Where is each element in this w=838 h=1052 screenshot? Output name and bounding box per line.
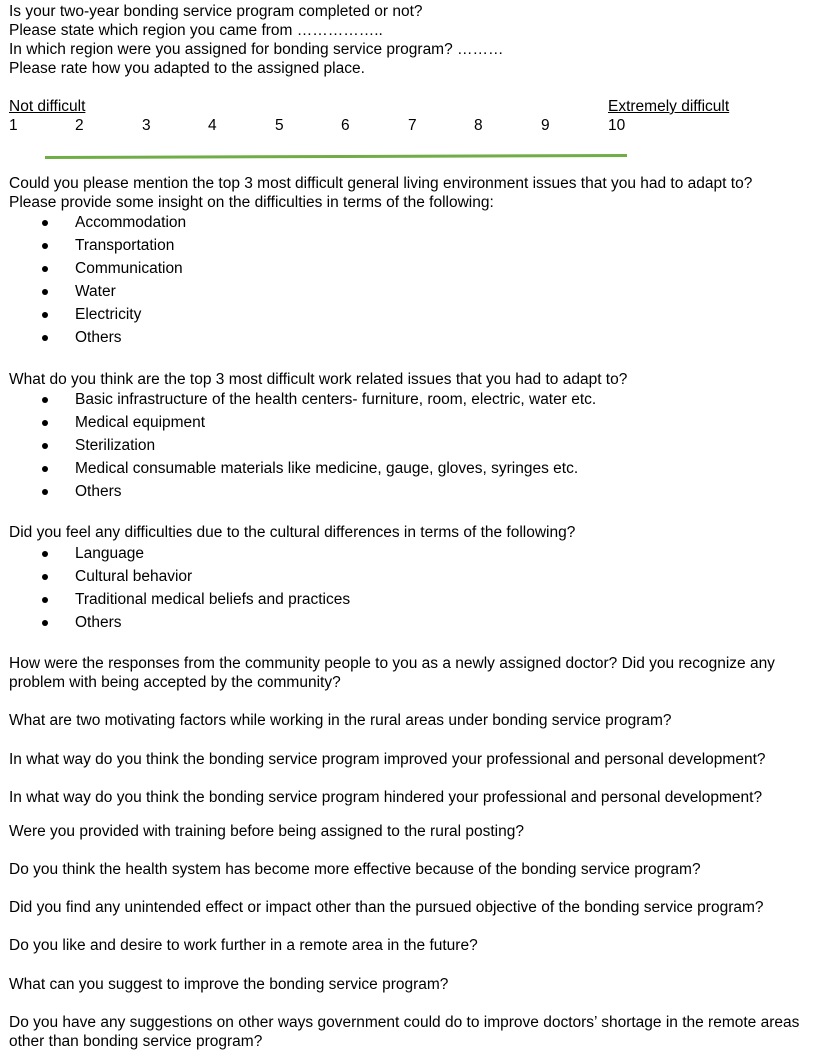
bullet-icon bbox=[42, 466, 48, 472]
bullet-icon bbox=[42, 243, 48, 249]
list-item-label: Language bbox=[75, 545, 144, 562]
list-item-label: Others bbox=[75, 329, 122, 346]
scale-number-8: 8 bbox=[474, 117, 483, 134]
list-item-label: Communication bbox=[75, 260, 183, 277]
scale-number-2: 2 bbox=[75, 117, 84, 134]
bullet-icon bbox=[42, 574, 48, 580]
question-program-completed: Is your two-year bonding service program completed or not? bbox=[9, 3, 423, 20]
list-item-label: Medical equipment bbox=[75, 414, 206, 431]
list-item-label: Water bbox=[75, 283, 116, 300]
list-item-label: Cultural behavior bbox=[75, 568, 193, 585]
bullet-icon bbox=[42, 620, 48, 626]
scale-number-10: 10 bbox=[608, 117, 626, 134]
scale-number-1: 1 bbox=[9, 117, 18, 134]
question-program-hindered: In what way do you think the bonding service program hindered your professional and personal development? bbox=[9, 789, 763, 806]
scale-number-4: 4 bbox=[208, 117, 217, 134]
list-item-label: Basic infrastructure of the health centers- furniture, room, electric, water etc. bbox=[75, 391, 597, 408]
question-unintended-effect: Did you find any unintended effect or impact other than the pursued objective of the bonding service program? bbox=[9, 899, 764, 916]
bullet-icon bbox=[42, 289, 48, 295]
question-cultural-differences: Did you feel any difficulties due to the cultural differences in terms of the following? bbox=[9, 524, 576, 541]
question-motivating-factors: What are two motivating factors while working in the rural areas under bonding service program? bbox=[9, 712, 672, 729]
scale-number-5: 5 bbox=[275, 117, 284, 134]
question-region-from: Please state which region you came from …………….. bbox=[9, 22, 383, 39]
question-improve-program: What can you suggest to improve the bonding service program? bbox=[9, 976, 449, 993]
bullet-icon bbox=[42, 551, 48, 557]
question-doctor-shortage: Do you have any suggestions on other ways government could do to improve doctors’ shortage in the remote areas other than bonding service program? bbox=[9, 1014, 800, 1050]
scale-number-9: 9 bbox=[541, 117, 550, 134]
list-item-label: Others bbox=[75, 483, 122, 500]
bullet-icon bbox=[42, 220, 48, 226]
question-remote-work-desire: Do you like and desire to work further in a remote area in the future? bbox=[9, 937, 478, 954]
scale-high-label: Extremely difficult bbox=[608, 98, 730, 115]
list-item-label: Accommodation bbox=[75, 214, 187, 231]
question-program-improved: In what way do you think the bonding service program improved your professional and personal development? bbox=[9, 751, 766, 768]
question-community-response: How were the responses from the community people to you as a newly assigned doctor? Did you recognize any problem with being accepted by the community? bbox=[9, 655, 775, 691]
bullet-icon bbox=[42, 397, 48, 403]
list-item-label: Sterilization bbox=[75, 437, 156, 454]
scale-number-7: 7 bbox=[408, 117, 417, 134]
bullet-icon bbox=[42, 489, 48, 495]
bullet-icon bbox=[42, 266, 48, 272]
bullet-icon bbox=[42, 443, 48, 449]
list-item-label: Medical consumable materials like medicine, gauge, gloves, syringes etc. bbox=[75, 460, 579, 477]
list-item-label: Electricity bbox=[75, 306, 142, 323]
scale-number-6: 6 bbox=[341, 117, 350, 134]
scale-low-label: Not difficult bbox=[9, 98, 86, 115]
question-living-issues: Could you please mention the top 3 most difficult general living environment issues that you had to adapt to? bbox=[9, 175, 753, 192]
question-training: Were you provided with training before being assigned to the rural posting? bbox=[9, 823, 524, 840]
scale-line bbox=[45, 154, 627, 159]
list-item-label: Others bbox=[75, 614, 122, 631]
bullet-icon bbox=[42, 312, 48, 318]
question-work-issues: What do you think are the top 3 most difficult work related issues that you had to adapt to? bbox=[9, 371, 628, 388]
question-rate-adaptation: Please rate how you adapted to the assigned place. bbox=[9, 60, 365, 77]
bullet-icon bbox=[42, 597, 48, 603]
scale-number-3: 3 bbox=[142, 117, 151, 134]
living-prompt: Please provide some insight on the difficulties in terms of the following: bbox=[9, 194, 494, 211]
question-health-system-effective: Do you think the health system has become more effective because of the bonding service program? bbox=[9, 861, 701, 878]
list-item-label: Traditional medical beliefs and practices bbox=[75, 591, 351, 608]
list-item-label: Transportation bbox=[75, 237, 175, 254]
bullet-icon bbox=[42, 420, 48, 426]
bullet-icon bbox=[42, 335, 48, 341]
question-region-assigned: In which region were you assigned for bonding service program? ……… bbox=[9, 41, 504, 58]
